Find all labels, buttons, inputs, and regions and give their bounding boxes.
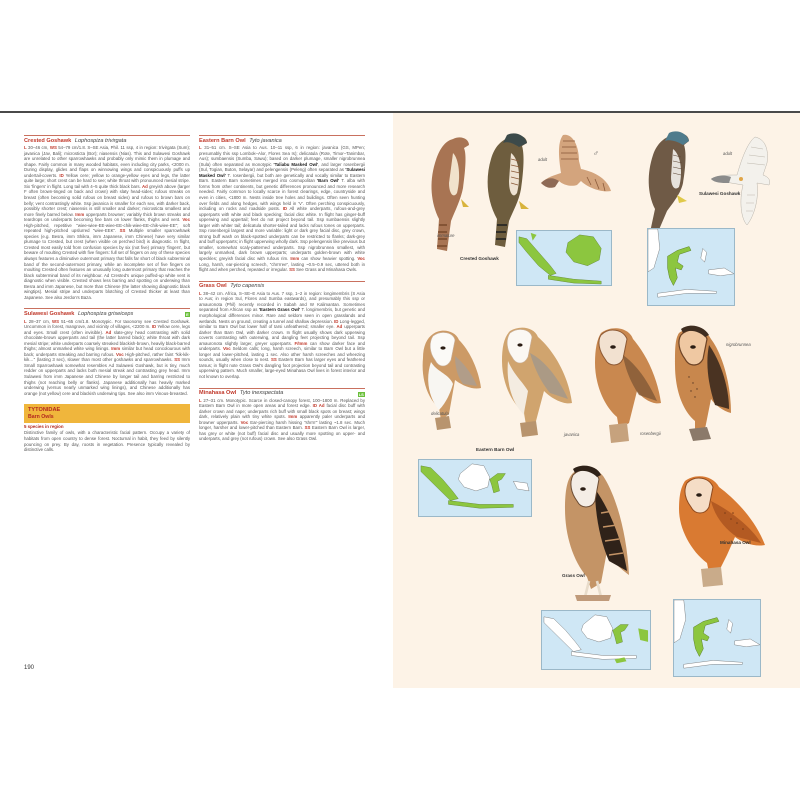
sulawesi-goshawk-adult-illustration	[643, 131, 693, 241]
eastern-barn-owl-label: Eastern Barn Owl	[476, 447, 515, 452]
species-account: L 31–51 cm. S–SE Asia to Aus. 10–11 ssp, 6 in region: javanica (GS, MPen; presumably this ssp Lombok–Alor, Flores Sea Is); delicatula (Rote, Timor–Tanimbar, Aus); sumbaensis (Sumba, Sawu); based on darker plumage, smaller nigrobrunnea (Sula) often separated as monotypic 'Taliabu Masked Owl', and larger rosenbergii (Sul, Togian, Buton, Selayar) and pelengensis (Peleng) often separated as 'Sulawesi Masked Owl' T. rosenbergii, but both are genetically and vocally similar to Eastern Barn. Eastern Barn sometimes merged into cosmopolitan 'Barn Owl' T. alba with forms from other continents, but genetic differences pronounced and more research needed. Fairly common to locally scarce in forest clearings, edge, countryside and even in cities, <1800 m. Nests inside tree holes and buildings. Often seen hunting over fields and along hedges, with wings held in 'V'. Often perching conspicuously, including on rocks and roadside posts. ID All white underparts, rufous-and-grey upperparts with white and black specking; facial disc white. In flight has ginger-buff upperwing and uppertail; feet do not project beyond tail. Ssp sumbaensis slightly larger with whiter tail; delicatula shorter-tailed and lacks rufous tones on upperparts. Ssp rosenbergii largest and more variable: light or dark grey facial disc, grey crown, strong buff wash on black-spotted underparts can be restricted to flanks; dark-grey and buff upperparts; in flight upperwing wholly dark. Ssp pelengensis like previous but smaller, somewhat scaly-patterned underparts. Ssp nigrobrunnea smallest, with largely unmarked, dark brown upperparts; underparts golden-brown with white speckles; greyish facial disc with rufous rim. Imm can show heavier spotting. Voc Long, harsh, ear-piercing screech, "chrrrree", lasting ~0.5–0.9 sec, uttered both in flight and when perched, repeated or irregular. SS See Grass and Minahasa Owls.	[199, 145, 366, 273]
family-description: Distinctive family of owls, with a characteristic facial pattern. Occupy a variety of habitats from open country to dense forest. Nocturnal in habit, they feed by silently pouncing on prey. By day, roosts in vegetation. Presence typically revealed by distinctive calls.	[24, 430, 190, 453]
scientific-name: Lophospiza trivirgata	[74, 137, 127, 144]
family-common-name: Barn Owls	[28, 413, 54, 420]
species-entry-crested-goshawk	[24, 135, 190, 300]
species-account: L 27–31 cm. Monotypic. Scarce in closed-canopy forest, 100–1800 m. Replaced by Eastern Barn Owl in more open areas and forest edge. ID Ad facial disc buff with darker crown and nape; underparts rich buff with small black spots on breast; wings dark, relatively plain with tiny white spots. Imm apparently paler underparts and browner upperparts. Voc Ear-piercing harsh hissing "shrrrr" lasting ~1.8 sec. Much longer, harsher and lower-pitched than Eastern Barn. SS Eastern Barn Owl is larger, has grey or white (not buff) facial disc and usually more spotting on upper- and underparts, and grey (not rufous) crown. See also Grass Owl.	[199, 397, 366, 442]
common-name: Grass Owl	[199, 283, 227, 290]
delicatula-label: delicatula	[431, 411, 449, 416]
sulawesi-goshawk-label: Sulawesi Goshawk	[699, 191, 741, 196]
family-header-box	[24, 404, 190, 423]
crested-goshawk-flight-illustration	[541, 133, 613, 211]
scientific-name: Lophospiza griseiceps	[77, 310, 134, 317]
grass-owl-illustration	[561, 465, 631, 605]
range-map-grass-owl	[541, 610, 651, 670]
species-heading	[199, 283, 365, 290]
scientific-name: Tyto inexspectata	[239, 390, 284, 397]
crested-goshawk-label: Crested Goshawk	[460, 256, 499, 261]
species-entry-minahasa-owl	[199, 388, 365, 442]
immature-label: immature	[437, 233, 455, 238]
sulawesi-goshawk-flight-illustration	[711, 135, 777, 227]
status-badge: E	[186, 312, 189, 318]
common-name: Eastern Barn Owl	[199, 137, 246, 144]
range-map-sulawesi-goshawk	[647, 228, 735, 306]
page-number: 190	[24, 665, 35, 671]
species-account: L 28–37 cm, WS 51–65 cm/1.8. Monotypic. For taxonomy see Crested Goshawk. Uncommon in forest, mangrove, and vicinity of villages, <2200 m. ID Yellow cere, legs and eyes. Small crest (often invisible). Ad slate-grey head contrasting with solid chocolate-brown upperparts and tail (the latter barred black); white throat with dark mesial stripe; white underparts coarsely streaked blackish-brown, heavily black-barred thighs; almost unmarked white wing linings. Imm similar but head concolourous with back; underparts streaking and barring rufous. Voc High-pitched, rather faint "kik-kik-kik…" (lasting 3 sec), slower than most other goshawks and sparrowhawks. SS Imm Small Sparrowhawk somewhat resembles Ad Sulawesi Goshawk, but is tiny, much redder on upperparts and lacks both mesial streak and contrasting grey head. Imm Sulawesi from imm Japanese and Chinese by longer tail and barring restricted to thighs (not reaching belly or flanks). Japanese additionally has heavily marked underwing (versus nearly unmarked wing linings), and Chinese additionally has orange (not yellow) cere and blackish underwing tips. See also imm Vinous-breasted.	[24, 318, 191, 396]
species-heading	[199, 138, 365, 145]
text-column-1	[24, 135, 190, 453]
male-symbol: ♂	[593, 149, 599, 158]
common-name: Crested Goshawk	[24, 137, 72, 144]
adult-label-sulawesi: adult	[723, 151, 733, 156]
species-heading	[24, 311, 190, 318]
species-entry-eastern-barn-owl	[199, 135, 365, 273]
scientific-name: Tyto javanica	[249, 137, 282, 144]
minahasa-owl-illustration	[675, 473, 767, 591]
family-name: TYTONIDAE	[28, 407, 61, 414]
eastern-barn-owl-rosenbergii-illustration	[591, 325, 663, 447]
family-species-count: 5 species in region	[24, 423, 64, 429]
species-heading	[24, 138, 190, 145]
common-name: Minahasa Owl	[199, 390, 237, 397]
species-entry-grass-owl	[199, 281, 365, 380]
eastern-barn-owl-nigrobrunnea-illustration	[671, 325, 733, 447]
grass-owl-label: Grass Owl	[562, 573, 585, 578]
status-badge: LS	[358, 391, 364, 397]
range-map-minahasa-owl	[673, 599, 761, 677]
range-map-crested-goshawk	[516, 230, 612, 286]
minahasa-owl-label: Minahasa Owl	[720, 540, 751, 545]
eastern-barn-owl-delicatula-illustration	[419, 328, 481, 440]
eastern-barn-owl-javanica-illustration	[498, 325, 573, 443]
species-heading	[199, 390, 365, 397]
javanica-label: javanica	[564, 432, 580, 437]
illustration-plate	[393, 113, 800, 688]
nigrobrunnea-label: nigrobrunnea	[726, 342, 751, 347]
scientific-name: Tyto capensis	[230, 283, 265, 290]
species-account: L 30–46 cm, WS 54–79 cm/1.8. S–SE Asia, Phil. 11 ssp, 4 in region: trivirgata (Sum); javanica (Jav, Bali); microsticta (Bor); niasensis (Nias). This and Sulawesi Goshawk are unrelated to other sparrowhawks and probably only mimic them in plumage and shape. Fairly common in many wooded habitats, even including city parks, <2000 m. During display, glides and flaps on winnowing wings and conspicuously puffs up undertail-coverts. ID Yellow cere; yellow to orange-yellow eyes and legs, the latter quite large; short crest can be hard to see; white throat with pronounced mesial stripe. Six 'fingers' in flight. Long tail with 4–5 quite thick black bars. Ad greyish above (larger F often brown-tinged on back and crown) with slaty head-sides; rufous streaks on breast (often becoming solid rufous on breast sides) and rufous to brown bars on belly; vent contrastingly white. Ssp javanica is smaller for each sex, with darker back, possibly shorter crest; niasensis is still smaller and darker; microsticta smallest and more finely barred below. Imm upperparts browner; variably thick brown streaks and teardrops on underparts becoming fine bars on lower flanks, thighs and vent. Voc High-pitched, repetitive "wiee-wiee-EE-wiee-EE-chik-wiee-EE-chik-wiee-EE"; soft repeated high-pitched upslurred "wiee-EEK". SS Multiple smaller sparrowhawk species (e.g. Besra, imm Shikra, imm Japanese, imm Chinese) have very similar plumage to Crested, but crest (when visible on perched bird) is diagnostic. In flight, Crested most easily told from confusion species by six (not five) primary 'fingers', but beware of moulting Crested with five fingers: full set of fingers on any of these species always features a diminutive outermost primary that falls far short of black subterminal band of the second-outermost primary, while an incomplete set of five fingers on moulting Crested often features an unusually long outermost primary that reaches the black subterminal band of its neighbour. Ad Crested's unique puffed-up white vent is diagnostic when visible. Crested shows less barring and spotting on underwing than Besra and imm Japanese, but more than Chinese (the latter showing diagnostic black wingtips). Mesial stripe and underparts blotching of Crested thicker at least than Japanese. See also Jerdon's Baza.	[24, 145, 190, 300]
species-account: L 38–42 cm. Africa, S–SE–E Asia to Aus. 7 ssp, 1–2 in region: longimembris (S Asia to Aus; in region Sul, Flores and Sumba eastwards), and presumably this ssp or amauronota (Phil) recently recorded in Sabah and W Kalimantan. Sometimes separated from African ssp as 'Eastern Grass Owl' T. longimembris, but genetic and morphological differences minor. Rare and seldom seen in open grasslands and wetlands. Nests on ground, creating a tunnel and shallow depression. ID Long-legged, similar to Barn Owl but lower half of tarsi unfeathered; smaller eye. Ad upperparts darker than Barn Owl, with darker crown. In flight usually shows dark upperwing coverts contrasting with outerwing, and dangling feet projecting beyond tail. Ssp amauronota slightly larger, greyer upperparts. F/Imm can show darker face and underparts. Voc Seldom calls; long, harsh screech, similar to Barn Owl but a little longer and lower-pitched, lasting 1 sec. Also other harsh screeches and wheezing sounds, usually when close to nest. SS Eastern Barn has larger eyes and feathered tarsus; in flight note Grass Owl's dangling foot projection beyond tail and contrasting upperwing pattern. Much smaller, large-eyed Minahasa Owl lives in forest interior and not known to overlap.	[199, 290, 365, 379]
text-column-2	[199, 135, 365, 450]
range-map-eastern-barn-owl	[418, 459, 532, 517]
adult-label: adult	[538, 157, 548, 162]
species-entry-sulawesi-goshawk	[24, 308, 190, 396]
rosenbergii-label: rosenbergii	[640, 431, 661, 436]
common-name: Sulawesi Goshawk	[24, 310, 75, 317]
text-page	[0, 113, 393, 688]
